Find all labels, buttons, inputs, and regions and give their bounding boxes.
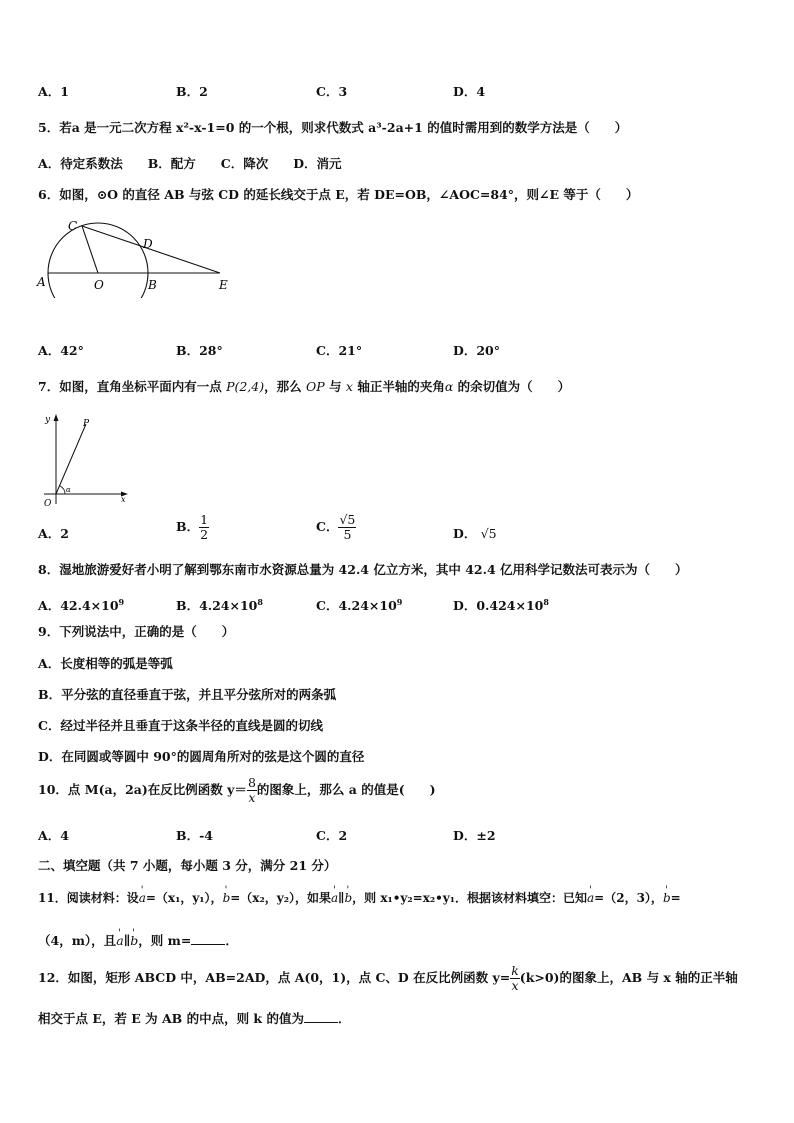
q4-option-d: D．4: [453, 84, 486, 99]
q7-label-y: y: [45, 415, 51, 425]
q6-option-a: A．42°: [38, 343, 84, 358]
q11-line1: 11．阅读材料：设' a=（x₁，y₁），' b=（x₂，y₂），如果' a∥' b，则 x₁•y₂=x₂•y₁．根据该材料填空：已知' a=（2，3），' b=: [38, 890, 681, 906]
q8-option-a: A．$42.4\times 10^9$: [38, 597, 125, 614]
q9-option-d: D．在同圆或等圆中 90°的圆周角所对的弦是这个圆的直径: [38, 749, 365, 764]
q7-stem: 7．如图，直角坐标平面内有一点 P(2,4)，那么 OP 与 x 轴正半轴的夹角α 的余切值为（ ）: [38, 379, 571, 394]
q9-stem: 9．下列说法中，正确的是（ ）: [38, 624, 235, 639]
q7-option-b: B． $\frac{1}{2}$: [176, 512, 209, 542]
q7-option-c: C． $\frac{√5}{5}$: [316, 512, 356, 542]
q4-option-c: C．3: [316, 84, 348, 99]
q6-label-o: O: [94, 278, 104, 292]
q8-option-d: D．$0.424\times 10^8$: [453, 597, 549, 614]
q6-option-d: D．20°: [453, 343, 500, 358]
q6-circle-figure: [34, 218, 244, 298]
q11-answer-blank[interactable]: [191, 932, 225, 945]
q12-line1: 12．如图，矩形 ABCD 中，AB=2AD，点 A(0，1)，点 C、D 在反比例函数 y= $\frac{k}{x}$ (k>0)的图象上，AB 与 x 轴的正半轴: [38, 963, 738, 993]
q10-option-d: D．±2: [453, 828, 496, 843]
q11-line2: （4，m），且' a∥' b，则 m= ．: [38, 932, 238, 949]
q7-label-x: x: [121, 495, 126, 504]
q6-label-c: C: [68, 219, 78, 233]
q8-option-c: C．$4.24\times 10^9$: [316, 597, 403, 614]
q6-label-a: A: [37, 275, 46, 289]
q4-option-a: A．1: [38, 84, 69, 99]
q6-stem: 6．如图，⊙O 的直径 AB 与弦 CD 的延长线交于点 E，若 DE=OB，∠AOC=84°，则∠E 等于（ ）: [38, 187, 639, 202]
q6-label-e: E: [219, 278, 228, 292]
q9-option-b: B．平分弦的直径垂直于弦，并且平分弦所对的两条弧: [38, 687, 337, 702]
q12-line2: 相交于点 E，若 E 为 AB 的中点，则 k 的值为 ．: [38, 1011, 351, 1026]
q9-option-c: C．经过半径并且垂直于这条半径的直线是圆的切线: [38, 718, 323, 733]
q6-option-c: C．21°: [316, 343, 363, 358]
q6-label-b: B: [148, 278, 157, 292]
q7-line-op: [56, 424, 86, 494]
q10-option-c: C．2: [316, 828, 348, 843]
q5-stem: 5．若a 是一元二次方程 x²-x-1=0 的一个根，则求代数式 a³-2a+1 的值时需用到的数学方法是（ ）: [38, 120, 628, 135]
q10-option-b: B．-4: [176, 828, 213, 843]
q6-option-b: B．28°: [176, 343, 223, 358]
q7-angle-arc: [60, 486, 65, 494]
q12-answer-blank[interactable]: [304, 1010, 338, 1023]
q7-label-alpha: α: [66, 486, 71, 494]
q7-coordinate-figure: [38, 410, 133, 510]
q6-line-oc: [82, 226, 98, 273]
q8-stem: 8．湿地旅游爱好者小明了解到鄂东南市水资源总量为 42.4 亿立方米，其中 42.4 亿用科学记数法可表示为（ ）: [38, 562, 688, 577]
q9-option-a: A．长度相等的弧是等弧: [38, 656, 173, 671]
q4-option-b: B．2: [176, 84, 208, 99]
section-heading-fill-in: 二、填空题（共 7 小题，每小题 3 分，满分 21 分）: [38, 858, 337, 873]
q7-label-o: O: [44, 499, 52, 509]
q7-label-p: P: [83, 419, 90, 429]
q5-options: A．待定系数法 B．配方 C．降次 D．消元: [38, 156, 342, 171]
q10-stem: 10．点 M(a，2a)在反比例函数 y＝ $\frac{8}{x}$ 的图象上，那么 a 的值是( ): [38, 775, 436, 805]
q7-option-a: A．2: [38, 526, 69, 541]
q7-y-arrow: [54, 414, 59, 421]
q10-option-a: A．4: [38, 828, 69, 843]
q6-label-d: D: [143, 237, 153, 251]
q8-option-b: B．$4.24\times 10^8$: [176, 597, 263, 614]
q7-option-d: D． √5: [453, 526, 497, 541]
